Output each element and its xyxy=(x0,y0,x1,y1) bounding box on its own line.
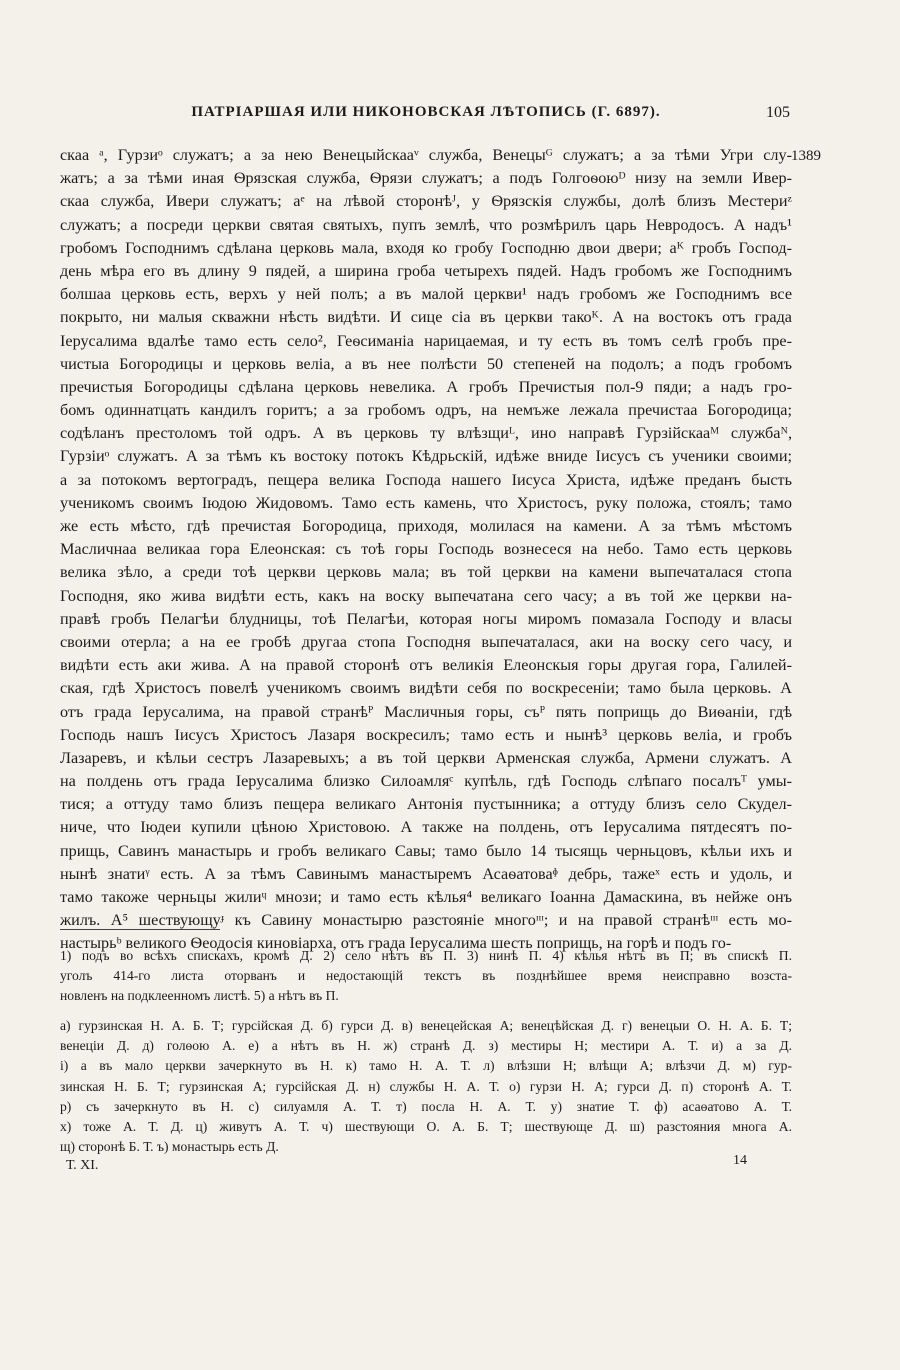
text-line: своими отерла; а на ее гробѣ другаа стопа Господня выпечаталася, аки на воску сего часу, и xyxy=(60,632,792,651)
text-line: а за потокомъ вертоградъ, пещера велика Господа нашего Іисуса Христа, идѣже преданъ бысть xyxy=(60,470,792,489)
variant-note-line: х) тоже А. Т. Д. ц) живутъ А. Т. ч) шествующи О. А. Б. Т; шествующе Д. ш) разстояния многа А. xyxy=(60,1118,792,1134)
text-line: нынѣ знатиᵞ есть. А за тѣмъ Савинымъ манастыремъ Асаѳатоваᶲ дебрь, тажеˣ есть и удоль, и xyxy=(60,864,792,883)
text-line: на полдень отъ града Іерусалима близко Силоамляᶜ купѣль, гдѣ Господь слѣпаго посалъᵀ умы- xyxy=(60,772,792,791)
text-line: Іерусалима вдалѣе тамо есть село², Геѳсиманіа нарицаемая, и ту есть въ томъ селѣ гробъ пре- xyxy=(60,331,792,350)
text-line: покрыто, ни малыя скважни нѣсть видѣти. И сице сіа въ церкви такоᴷ. А на востокъ отъ града xyxy=(60,308,792,327)
text-line: прищь, Савинъ манастырь и гробъ великаго Савы; тамо было 14 тысящь черньцовъ, кѣльи ихъ и xyxy=(60,841,792,860)
footnote-line: уголъ 414-го листа оторванъ и недостающій текстъ въ позднѣйшее время неисправно возста- xyxy=(60,968,792,984)
running-header xyxy=(60,104,792,128)
text-line: же есть мѣсто, гдѣ пречистая Богородица, приходя, молилася на камени. А за тѣмъ мѣстомъ xyxy=(60,517,792,535)
numbered-footnotes xyxy=(60,946,792,1007)
text-line: велика зѣло, а среди тоѣ церкви церковь мала; въ той церкви на камени выпечаталася стопа xyxy=(60,563,792,582)
text-line: чистыа Богородицы и церковь веліа, а въ нее полѣсти 50 степеней на подолъ; а подъ гробомъ xyxy=(60,354,792,373)
text-line: болшаа церковь есть, верхъ у ней полъ; а въ малой церкви¹ надъ гробомъ же Господнимъ все xyxy=(60,285,792,304)
variant-note-line: р) съ зачеркнуто въ Н. с) силуамля А. Т. т) посла Н. А. Т. у) знатие Т. ф) асаѳатово А. Т. xyxy=(60,1098,792,1114)
text-line: ниче, что Іюдеи купили цѣною Христовою. А также на полдень, отъ Іерусалима пятдесятъ по- xyxy=(60,818,792,837)
variant-note-line: щ) сторонѣ Б. Т. ъ) монастырь есть Д. xyxy=(60,1139,279,1155)
text-line: жилъ. А⁵ шествующуᶡ къ Савину монастырю разстояніе многоᶦᶦᶦ; и на правой странѣᶦᶦᶦ есть мо- xyxy=(60,911,792,930)
text-line: тися; а оттуду тамо близъ пещера великаго Антонія пустынника; а оттуду близъ село Скудел- xyxy=(60,795,792,814)
text-line: Господь нашъ Іисусъ Христосъ Лазаря воскресилъ; тамо есть и нынѣ³ церковь веліа, и гробъ xyxy=(60,725,792,744)
footnote-line: 1) подъ во всѣхъ спискахъ, кромѣ Д. 2) село нѣтъ въ П. 3) нинѣ П. 4) кѣлья нѣтъ въ П; въ спискѣ П. xyxy=(60,948,792,963)
lettered-variant-notes xyxy=(60,1016,792,1157)
text-line: содѣланъ престоломъ той одръ. А въ церковь ту влѣзщиᴸ, ино направѣ Гурзійскааᴹ службаᴺ, xyxy=(60,424,792,443)
text-line: Господня, яко жива видѣти есть, какъ на воску выпечатана сего часу; а въ той же церкви на- xyxy=(60,586,792,605)
text-line: правѣ гробъ Пелагѣи блудницы, тоѣ Пелагѣи, которая ногы миромъ помазала Господу и власы xyxy=(60,609,792,628)
text-line: настырьᵇ великого Ѳеодосія киновіарха, отъ града Іерусалима шесть поприщь, на горѣ и подъ го- xyxy=(60,934,732,953)
footnote-line: новленъ на подклеенномъ листѣ. 5) а нѣтъ въ П. xyxy=(60,988,339,1004)
variant-note-line: а) гурзинская Н. А. Б. Т; гурсійская Д. б) гурси Д. в) венецейская А; венецѣйская Д. г) венецыи О. Н. А. Б. Т; xyxy=(60,1018,792,1033)
variant-note-line: зинская Н. Б. Т; гурзинская А; гурсійская Д. н) службы Н. А. Т. о) гурзи Н. А; гурси Д. п) сторонѣ А. Т. xyxy=(60,1078,792,1094)
text-line: Гурзіиᵒ служатъ. А за тѣмъ къ востоку потокъ Кѣдрьскій, идѣже вниде Іисусъ съ ученики своими; xyxy=(60,447,792,466)
text-line: жатъ; а за тѣми иная Ѳрязская служба, Ѳрязи служатъ; а подъ Голгоѳоюᴰ низу на земли Ивер- xyxy=(60,169,792,188)
text-line: Лазаревъ, и кѣльи сестръ Лазаревыхъ; а въ той церкви Арменская служба, Армени служатъ. А xyxy=(60,748,792,767)
text-line: бомъ одиннатцать кандилъ горитъ; а за гробомъ одръ, на немъже лежала пречистаа Богородица; xyxy=(60,401,792,420)
footnote-divider xyxy=(60,929,220,930)
main-text xyxy=(60,144,792,956)
text-line: видѣти есть аки жива. А на правой сторонѣ отъ великія Елеонскыя горы другая гора, Галилей- xyxy=(60,656,792,675)
page-number: 105 xyxy=(766,104,790,121)
text-line: гробомъ Господнимъ сдѣлана церковь мала, входя ко гробу Господню двои двери; аᴷ гробъ Господ- xyxy=(60,238,792,257)
text-line: день мѣра его въ длину 9 пядей, а ширина гроба четырехъ пядей. Надъ гробомъ же Господнимъ xyxy=(60,261,792,280)
text-line: служатъ; а посреди церкви святая святыхъ, пупъ землѣ, что розмѣрилъ царь Невродосъ. А надъ¹ xyxy=(60,215,792,234)
margin-year: 1389 xyxy=(791,148,821,164)
text-line: тамо такоже черньцы жилиᶣ мнози; и тамо есть кѣлья⁴ великаго Іоанна Дамаскина, въ нейже онъ xyxy=(60,888,792,906)
variant-note-line: і) а въ мало церкви зачеркнуто въ Н. к) тамо Н. А. Т. л) влѣзши Н; влѣщи А; влѣзчи Д. м) гур- xyxy=(60,1058,792,1074)
text-line: пречистыя Богородицы сдѣлана церковь невелика. А гробъ Пречистыя пол-9 пяди; а надъ гро- xyxy=(60,377,792,396)
text-line: Масличнаа великаа гора Елеонская: съ тоѣ горы Господь вознесеся на небо. Тамо есть церковь xyxy=(60,540,792,559)
text-line: скаа служба, Ивери служатъ; аᵉ на лѣвой сторонѣᴶ, у Ѳрязскія службы, долѣ близъ Местериᶻ xyxy=(60,192,792,211)
header-title: ПАТРІАРШАЯ ИЛИ НИКОНОВСКАЯ ЛѢТОПИСЬ (Г. 6897). xyxy=(191,104,661,120)
signature-mark: 14 xyxy=(733,1153,747,1168)
text-line: ская, гдѣ Христосъ повелѣ ученикомъ своимъ видѣти себя по воскресеніи; тамо была церковь. А xyxy=(60,679,792,698)
volume-mark: Т. XI. xyxy=(66,1158,99,1173)
text-line: скаа ᵃ, Гурзиᵒ служатъ; а за нею Венецыйскааᵛ служба, Венецыᴳ служатъ; а за тѣми Угри слу- xyxy=(60,146,792,164)
text-line: отъ града Іерусалима, на правой странѣᴾ Масличныя горы, съᴾ пять поприщь до Виѳаніи, гдѣ xyxy=(60,702,792,721)
text-line: ученикомъ своимъ Іюдою Жидовомъ. Тамо есть камень, что Христосъ, руку положа, стоялъ; тамо xyxy=(60,493,792,512)
variant-note-line: венеціи Д. д) голѳою А. е) а нѣтъ въ Н. ж) странѣ Д. з) местиры Н; местири А. Т. и) а за Д. xyxy=(60,1038,792,1054)
